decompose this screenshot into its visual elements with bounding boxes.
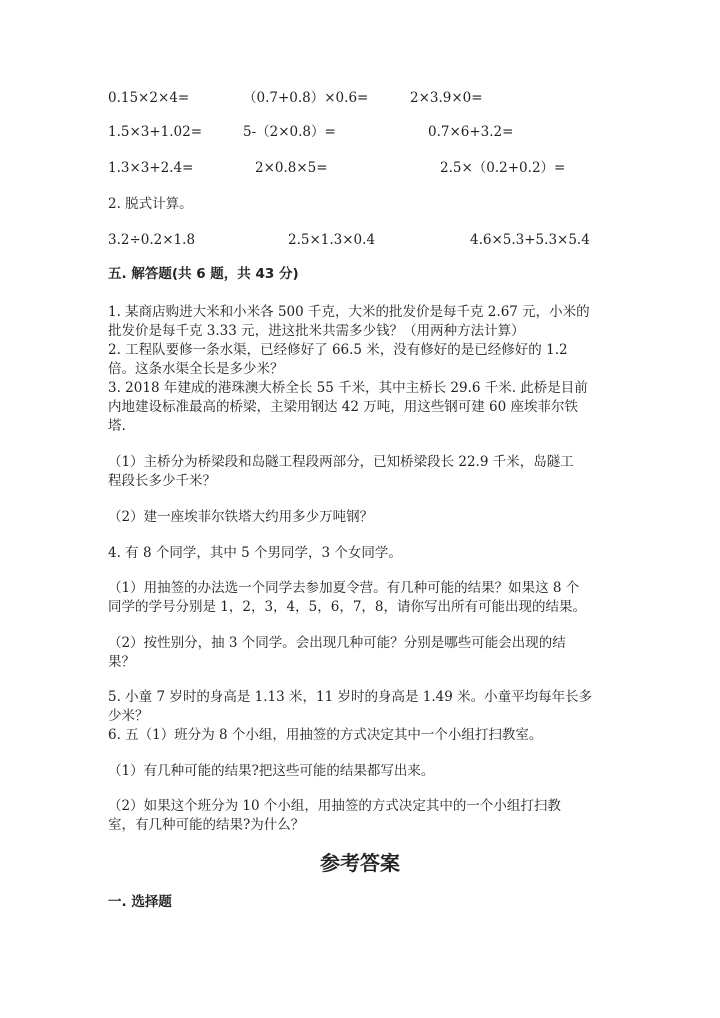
tuoshi-item: 3.2÷0.2×1.8 (108, 232, 196, 248)
calc-item: 1.5×3+1.02= (108, 124, 203, 140)
q4-sub2-line: （2）按性别分，抽 3 个同学。会出现几种可能？分别是哪些可能会出现的结 (108, 635, 566, 651)
section5-heading: 五. 解答题(共 6 题，共 43 分) (108, 266, 299, 282)
q3-line: 内地建设标准最高的桥梁，主梁用钢达 42 万吨，用这些钢可建 60 座埃菲尔铁 (108, 399, 579, 415)
tuoshi-item: 2.5×1.3×0.4 (288, 232, 376, 248)
answer-section-heading: 一. 选择题 (108, 894, 172, 910)
calc-item: 0.15×2×4= (108, 90, 190, 106)
q4-line: 4. 有 8 个同学，其中 5 个男同学，3 个女同学。 (108, 545, 402, 561)
q3-sub1-line: （1）主桥分为桥梁段和岛隧工程段两部分，已知桥梁段长 22.9 千米，岛隧工 (108, 454, 574, 470)
q3-sub1-line: 程段长多少千米？ (108, 473, 216, 489)
q4-sub1-line: （1）用抽签的办法选一个同学去参加夏令营。有几种可能的结果？如果这 8 个 (108, 580, 580, 596)
calc-item: 2×0.8×5= (255, 160, 328, 176)
q4-sub2-line: 果？ (108, 654, 135, 670)
q3-line: 3. 2018 年建成的港珠澳大桥全长 55 千米，其中主桥长 29.6 千米. 此桥是目前 (108, 380, 588, 396)
q4-sub1-line: 同学的学号分别是 1，2，3，4，5，6，7，8，请你写出所有可能出现的结果。 (108, 599, 587, 615)
tuoshi-item: 4.6×5.3+5.3×5.4 (470, 232, 590, 248)
q2-line: 2. 工程队要修一条水渠，已经修好了 66.5 米，没有修好的是已经修好的 1.2 (108, 342, 568, 358)
q5-line: 少米？ (108, 708, 149, 724)
q2-line: 倍。这条水渠全长是多少米？ (108, 361, 284, 377)
q1-line: 1. 某商店购进大米和小米各 500 千克，大米的批发价是每千克 2.67 元，小米的 (108, 304, 590, 320)
q6-sub2-line: （2）如果这个班分为 10 个小组，用抽签的方式决定其中的一个小组打扫教 (108, 798, 561, 814)
tuoshi-heading: 2. 脱式计算。 (108, 196, 193, 212)
calc-item: 2.5×（0.2+0.2）= (440, 160, 566, 176)
q5-line: 5. 小童 7 岁时的身高是 1.13 米，11 岁时的身高是 1.49 米。小童平均每年长多 (108, 689, 593, 705)
calc-item: （0.7+0.8）×0.6= (243, 90, 369, 106)
q1-line: 批发价是每千克 3.33 元，进这批米共需多少钱？（用两种方法计算） (108, 323, 525, 339)
q3-sub2: （2）建一座埃菲尔铁塔大约用多少万吨钢？ (108, 509, 374, 525)
calc-item: 0.7×6+3.2= (428, 124, 514, 140)
q6-line: 6. 五（1）班分为 8 个小组，用抽签的方式决定其中一个小组打扫教室。 (108, 727, 543, 743)
q6-sub1: （1）有几种可能的结果?把这些可能的结果都写出来。 (108, 763, 435, 779)
calc-item: 5-（2×0.8）= (243, 124, 336, 140)
calc-item: 1.3×3+2.4= (108, 160, 194, 176)
q6-sub2-line: 室，有几种可能的结果?为什么？ (108, 817, 305, 833)
calc-item: 2×3.9×0= (410, 90, 483, 106)
q3-line: 塔. (108, 418, 126, 434)
answer-title: 参考答案 (320, 851, 400, 875)
